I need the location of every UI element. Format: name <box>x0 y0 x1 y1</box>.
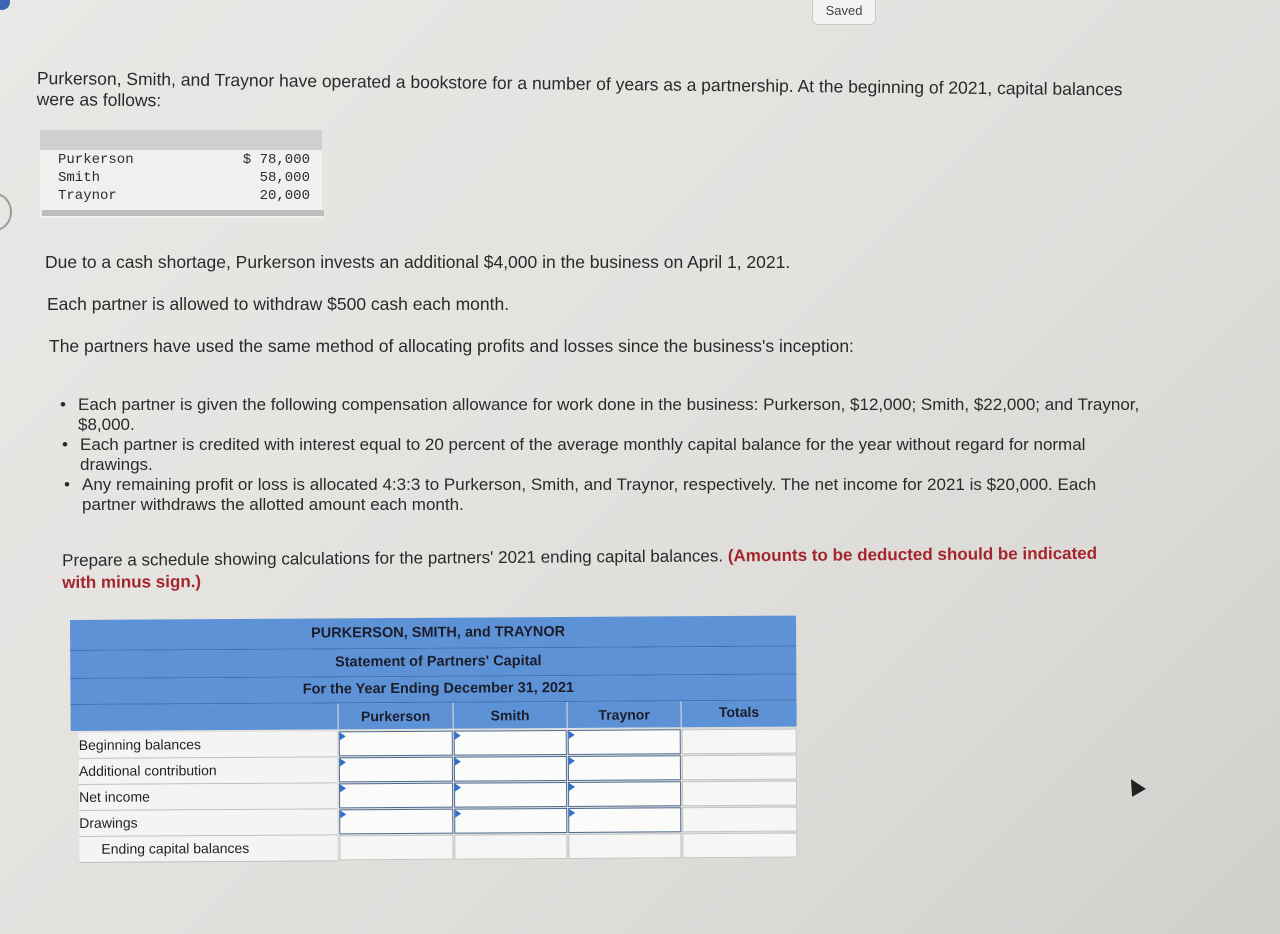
traynor-drawings-input[interactable] <box>568 807 681 833</box>
totals-beginning-cell[interactable] <box>682 729 797 755</box>
smith-beginning-input[interactable] <box>454 730 567 756</box>
capital-balances-table <box>40 130 322 218</box>
smith-ending-cell[interactable] <box>454 834 567 860</box>
traynor-contribution-input[interactable] <box>568 755 681 781</box>
allocation-method-text: The partners have used the same method of allocating profits and losses since the business's inception: <box>49 336 854 356</box>
totals-ending-cell[interactable] <box>682 833 797 859</box>
table-top-bar <box>40 130 322 150</box>
problem-intro: Purkerson, Smith, and Traynor have operated a bookstore for a number of years as a partnership. At the beginning of 2021, capital balances were as follows: <box>36 68 1123 111</box>
partner-name: Traynor <box>58 188 117 204</box>
title-text: Statement of Partners' Capital <box>334 653 542 671</box>
partner-name: Smith <box>58 170 101 186</box>
purkerson-contribution-input[interactable] <box>339 757 453 783</box>
row-label-ending-capital-balances: Ending capital balances <box>79 835 337 863</box>
allocation-rules-list <box>60 395 1140 515</box>
cash-shortage-text: Due to a cash shortage, Purkerson invests an additional $4,000 in the business on April 1, 2021. <box>45 252 791 272</box>
partner-balance: $ 78,000 <box>242 152 310 168</box>
traynor-ending-cell[interactable] <box>568 833 681 859</box>
traynor-beginning-input[interactable] <box>568 729 681 755</box>
smith-contribution-input[interactable] <box>454 756 567 782</box>
statement-company-title <box>70 616 796 651</box>
column-header-traynor: Traynor <box>568 701 681 728</box>
withdraw-text: Each partner is allowed to withdraw $500 cash each month. <box>47 294 510 314</box>
mouse-cursor-icon <box>1124 775 1146 797</box>
column-header-blank <box>71 703 338 731</box>
column-header-smith: Smith <box>454 702 567 729</box>
row-label-net-income: Net income <box>79 783 337 811</box>
title-text: PURKERSON, SMITH, and TRAYNOR <box>311 623 566 642</box>
partner-name: Purkerson <box>58 152 134 168</box>
purkerson-net-income-input[interactable] <box>339 783 453 809</box>
totals-drawings-cell[interactable] <box>682 807 797 833</box>
column-header-totals: Totals <box>682 701 797 728</box>
table-bottom-bar <box>42 210 324 216</box>
instructions-note: (Amounts to be deducted should be indicated with minus sign.) <box>62 543 1098 592</box>
list-item: • Each partner is credited with interest equal to 20 percent of the average monthly capital balance for the year without regard for normal drawings. <box>62 435 1140 475</box>
smith-net-income-input[interactable] <box>454 782 567 808</box>
side-tab-handle[interactable] <box>0 193 12 231</box>
purkerson-drawings-input[interactable] <box>339 809 453 835</box>
corner-indicator <box>0 0 10 10</box>
partner-balance: 58,000 <box>259 170 310 186</box>
title-text: For the Year Ending December 31, 2021 <box>302 679 575 698</box>
purkerson-beginning-input[interactable] <box>339 731 453 757</box>
smith-drawings-input[interactable] <box>454 808 567 834</box>
statement-of-partners-capital <box>70 616 797 857</box>
purkerson-ending-cell[interactable] <box>339 835 453 861</box>
totals-net-income-cell[interactable] <box>682 781 797 807</box>
traynor-net-income-input[interactable] <box>568 781 681 807</box>
instructions-text: Prepare a schedule showing calculations for the partners' 2021 ending capital balances. <box>62 546 724 570</box>
totals-contribution-cell[interactable] <box>682 755 797 781</box>
row-label-beginning-balances: Beginning balances <box>79 731 337 759</box>
saved-status: Saved <box>812 0 876 25</box>
row-label-drawings: Drawings <box>79 809 337 837</box>
statement-title <box>70 647 796 679</box>
column-header-purkerson: Purkerson <box>339 703 453 730</box>
row-label-additional-contribution: Additional contribution <box>79 757 337 785</box>
list-item: • Each partner is given the following compensation allowance for work done in the business: Purkerson, $12,000; Smith, $22,000; and Traynor, $8,000. <box>60 395 1140 435</box>
instructions <box>62 543 1112 594</box>
partner-balance: 20,000 <box>259 188 310 204</box>
list-item: • Any remaining profit or loss is allocated 4:3:3 to Purkerson, Smith, and Traynor, respectively. The net income for 2021 is $20,000. Each partner withdraws the allotted amount each month. <box>64 475 1140 515</box>
